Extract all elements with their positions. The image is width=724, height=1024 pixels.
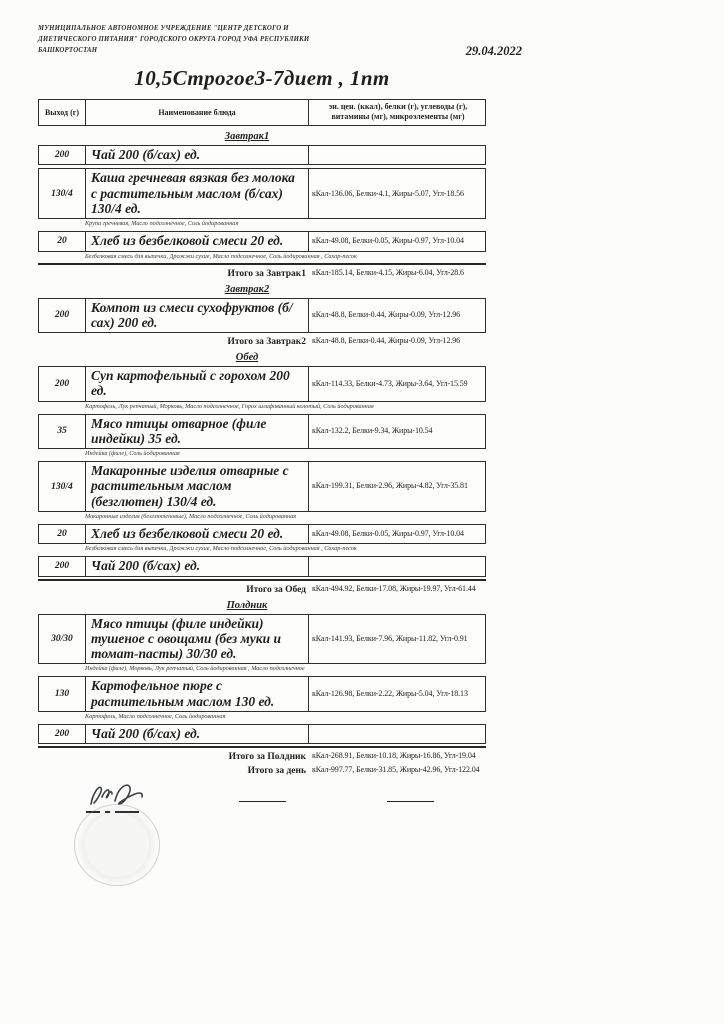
document-date: 29.04.2022 [465,44,522,58]
row-output-weight: 35 [39,415,86,449]
divider-rule [38,746,486,748]
row-output-weight: 130 [39,677,86,711]
row-ingredients: Картофель, Лук репчатый, Морковь, Масло подсолнечное, Горох шлифованный колотый, Соль йодированная [85,402,374,410]
header-nutrition-line2: витамины (мг), микроэлементы (мг) [331,112,465,122]
grand-total [38,765,486,776]
table-row [38,524,486,544]
row-nutrition [309,557,487,575]
section-title: Обед [235,352,259,364]
row-ingredients: Индейка (филе), Соль йодированная [85,450,180,458]
header-nutrition [309,100,487,126]
row-output-weight: 130/4 [39,462,86,511]
row-output-weight: 20 [39,525,86,543]
row-dish-name: Чай 200 (б/сах) ед. [86,146,309,164]
row-nutrition: кКал-126.98, Белки-2.22, Жиры-5.04, Угл-18.13 [312,688,468,698]
row-output-weight: 20 [39,232,86,250]
row-nutrition [309,146,487,164]
table-row [38,168,486,219]
row-dish-name: Компот из смеси сухофруктов (б/сах) 200 ед. [86,299,309,333]
section-total-label: Итого за Обед [246,584,306,595]
row-dish-name: Картофельное пюре с растительным маслом 130 ед. [86,677,309,711]
row-nutrition [309,725,487,743]
section-total [38,336,486,347]
row-output-weight: 200 [39,146,86,164]
row-nutrition: кКал-132.2, Белки-9.34, Жиры-10.54 [312,426,433,436]
section-total-label: Итого за Завтрак2 [227,337,306,348]
row-nutrition: кКал-114.33, Белки-4.73, Жиры-3.64, Угл-15.59 [312,378,468,388]
table-row [38,724,486,744]
section-breakfast2 [38,284,486,348]
row-nutrition: кКал-49.08, Белки-0.05, Жиры-0.97, Угл-10.04 [312,528,464,538]
row-dish-name: Чай 200 (б/сах) ед. [86,557,309,575]
row-output-weight: 200 [39,557,86,575]
row-nutrition: кКал-49.08, Белки-0.05, Жиры-0.97, Угл-10.04 [312,236,464,246]
row-ingredients: Безбелковая смесь для выпечки, Дрожжи сухие, Масло подсолнечное, Соль йодированная , Сахар-песок [85,545,357,553]
section-total-value: кКал-185.14, Белки-4.15, Жиры-6.04, Угл-28.6 [312,267,464,277]
header-output-weight: Выход (г) [39,100,86,126]
row-nutrition: кКал-136.06, Белки-4.1, Жиры-5.07, Угл-18.56 [312,188,464,198]
row-dish-name: Макаронные изделия отварные с растительным маслом (безглютен) 130/4 ед. [86,462,309,511]
section-total-label: Итого за Завтрак1 [227,268,306,279]
section-title: Полдник [226,599,268,611]
header-nutrition-line1: эн. цен. (ккал), белки (г), углеводы (г), [328,101,468,111]
document-content [38,24,522,910]
header-dish-name: Наименование блюда [86,100,309,126]
row-output-weight: 200 [39,299,86,333]
organization-name [38,24,310,57]
row-ingredients: Безбелковая смесь для выпечки, Дрожжи сухие, Масло подсолнечное, Соль йодированная , Сахар-песок [85,252,357,260]
row-ingredients: Индейка (филе), Морковь, Лук репчатый, Соль йодированная , Масло подсолнечное [85,665,305,673]
table-row [38,298,486,334]
org-line: ДИЕТИЧЕСКОГО ПИТАНИЯ" ГОРОДСКОГО ОКРУГА ГОРОД УФА РЕСПУБЛИКИ [38,35,310,43]
section-title: Завтрак1 [224,131,270,143]
table-row [38,414,486,450]
table-row [38,145,486,165]
row-dish-name: Хлеб из безбелковой смеси 20 ед. [86,232,309,250]
table-row [38,366,486,402]
document-title: 10,5Строгое3-7диет , 1пт [134,65,390,90]
section-total [38,584,486,595]
row-nutrition: кКал-199.31, Белки-2.96, Жиры-4.82, Угл-35.81 [312,481,468,491]
section-total-label: Итого за Полдник [228,752,306,763]
row-ingredients: Картофель, Масло подсолнечное, Соль йодированная [85,712,226,720]
grand-total-value: кКал-997.77, Белки-31.85, Жиры-42.96, Угл-122.04 [312,765,480,775]
section-total-value: кКал-494.92, Белки-17.08, Жиры-19.97, Угл-61.44 [312,583,476,593]
section-afternoon-snack [38,600,486,763]
row-dish-name: Каша гречневая вязкая без молока с растительным маслом (б/сах) 130/4 ед. [86,169,309,218]
signing-line [387,801,434,802]
row-nutrition: кКал-141.93, Белки-7.96, Жиры-11.82, Угл-0.91 [312,633,468,643]
section-total [38,268,486,279]
row-ingredients: Макаронные изделия (безглютеновые), Масло подсолнечное, Соль йодированная [85,512,297,520]
row-dish-name: Чай 200 (б/сах) ед. [86,725,309,743]
org-line: МУНИЦИПАЛЬНОЕ АВТОНОМНОЕ УЧРЕЖДЕНИЕ "ЦЕНТР ДЕТСКОГО И [38,25,289,32]
table-header [38,99,486,127]
table-row [38,556,486,576]
row-dish-name: Мясо птицы отварное (филе индейки) 35 ед. [86,415,309,449]
signing-line [239,801,286,802]
row-ingredients: Крупа гречневая, Масло подсолнечное, Соль йодированная [85,220,239,228]
document-footer [38,780,486,910]
section-lunch [38,352,486,595]
row-dish-name: Мясо птицы (филе индейки) тушеное с овощами (без муки и томат-пасты) 30/30 ед. [86,615,309,664]
row-output-weight: 30/30 [39,615,86,664]
round-stamp-icon [74,804,160,886]
table-row [38,231,486,251]
row-dish-name: Хлеб из безбелковой смеси 20 ед. [86,525,309,543]
org-line: БАШКОРТОСТАН [38,46,98,54]
row-output-weight: 200 [39,725,86,743]
divider-rule [38,579,486,581]
section-total-value: кКал-48.8, Белки-0.44, Жиры-0.09, Угл-12.96 [312,336,461,346]
row-nutrition: кКал-48.8, Белки-0.44, Жиры-0.09, Угл-12.96 [312,310,461,320]
section-breakfast1 [38,131,486,278]
section-total-value: кКал-268.91, Белки-10.18, Жиры-16.86, Угл-19.04 [312,751,476,761]
grand-total-label: Итого за день [247,766,306,777]
section-title: Завтрак2 [224,283,270,295]
table-row [38,614,486,665]
section-total [38,751,486,762]
table-row [38,676,486,712]
divider-rule [38,263,486,265]
table-row [38,461,486,512]
row-dish-name: Суп картофельный с горохом 200 ед. [86,367,309,401]
row-output-weight: 200 [39,367,86,401]
row-output-weight: 130/4 [39,169,86,218]
